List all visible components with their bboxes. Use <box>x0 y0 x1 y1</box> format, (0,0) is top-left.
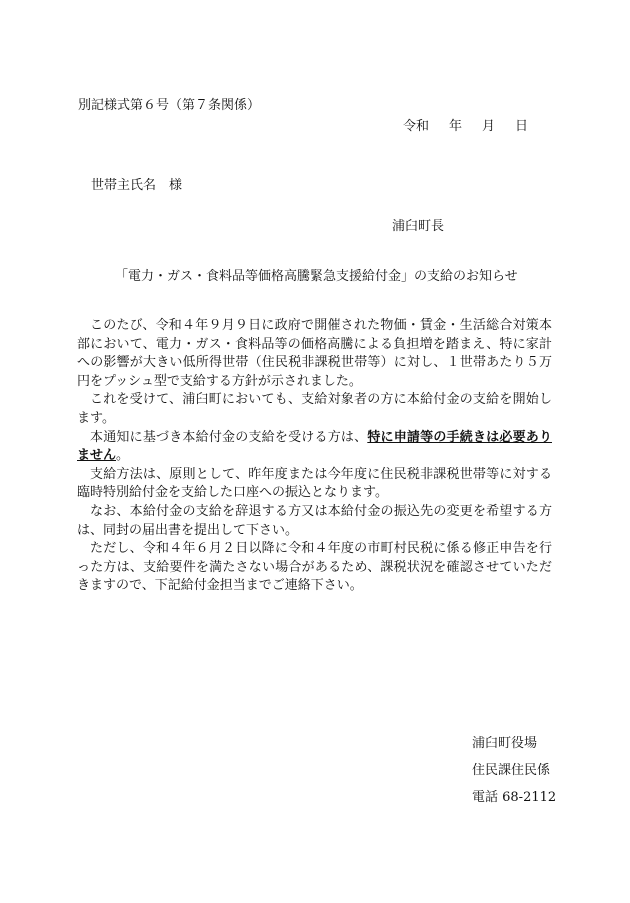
no-application-lead: 本通知に基づき本給付金の支給を受ける方は、 <box>90 429 368 445</box>
form-identifier: 別記様式第６号（第７条関係） <box>78 98 261 113</box>
paragraph-tax-notice: ただし、令和４年６月２日以降に令和４年度の市町村民税に係る修正申告を行った方は、支給要件を満たさない場合があるため、課税状況を確認させていただきますので、下記給付金担当までご連絡下さい。 <box>77 541 552 594</box>
paragraph-start: これを受けて、浦臼町においても、支給対象者の方に本給付金の支給を開始します。 <box>77 392 552 426</box>
recipient-name: 世帯主氏名 様 <box>91 178 183 193</box>
sender-title: 浦臼町長 <box>392 219 445 234</box>
paragraph-background: このたび、令和４年９月９日に政府で開催された物価・賃金・生活総合対策本部において、電力・ガス・食料品等の価格高騰による負担増を踏まえ、特に家計への影響が大きい低所得世帯（住民税非課税世帯等）に対し、１世帯あたり５万円をプッシュ型で支給する方針が示されました。 <box>77 318 552 389</box>
date-year: 年 <box>449 119 463 134</box>
paragraph-no-application <box>77 429 552 466</box>
date-month: 月 <box>482 119 496 134</box>
contact-block <box>472 730 556 811</box>
paragraph-decline: なお、本給付金の支給を辞退する方又は本給付金の振込先の変更を希望する方は、同封の届出書を提出して下さい。 <box>77 503 552 538</box>
contact-section: 住民課住民係 <box>472 763 551 778</box>
contact-phone: 電話 68-2112 <box>472 790 557 805</box>
notice-title: 「電力・ガス・食料品等価格高騰緊急支援給付金」の支給のお知らせ <box>115 269 518 284</box>
no-application-emphasis: 特に申請等の手続きは必要ありません <box>77 429 552 464</box>
date-era: 令和 <box>403 119 430 134</box>
notice-body <box>77 317 552 596</box>
contact-office: 浦臼町役場 <box>472 736 538 751</box>
no-application-tail: 。 <box>116 448 130 464</box>
date-line <box>403 119 528 135</box>
date-day: 日 <box>515 119 529 134</box>
paragraph-payment-method: 支給方法は、原則として、昨年度または今年度に住民税非課税世帯等に対する臨時特別給付金を支給した口座への振込となります。 <box>77 466 552 501</box>
